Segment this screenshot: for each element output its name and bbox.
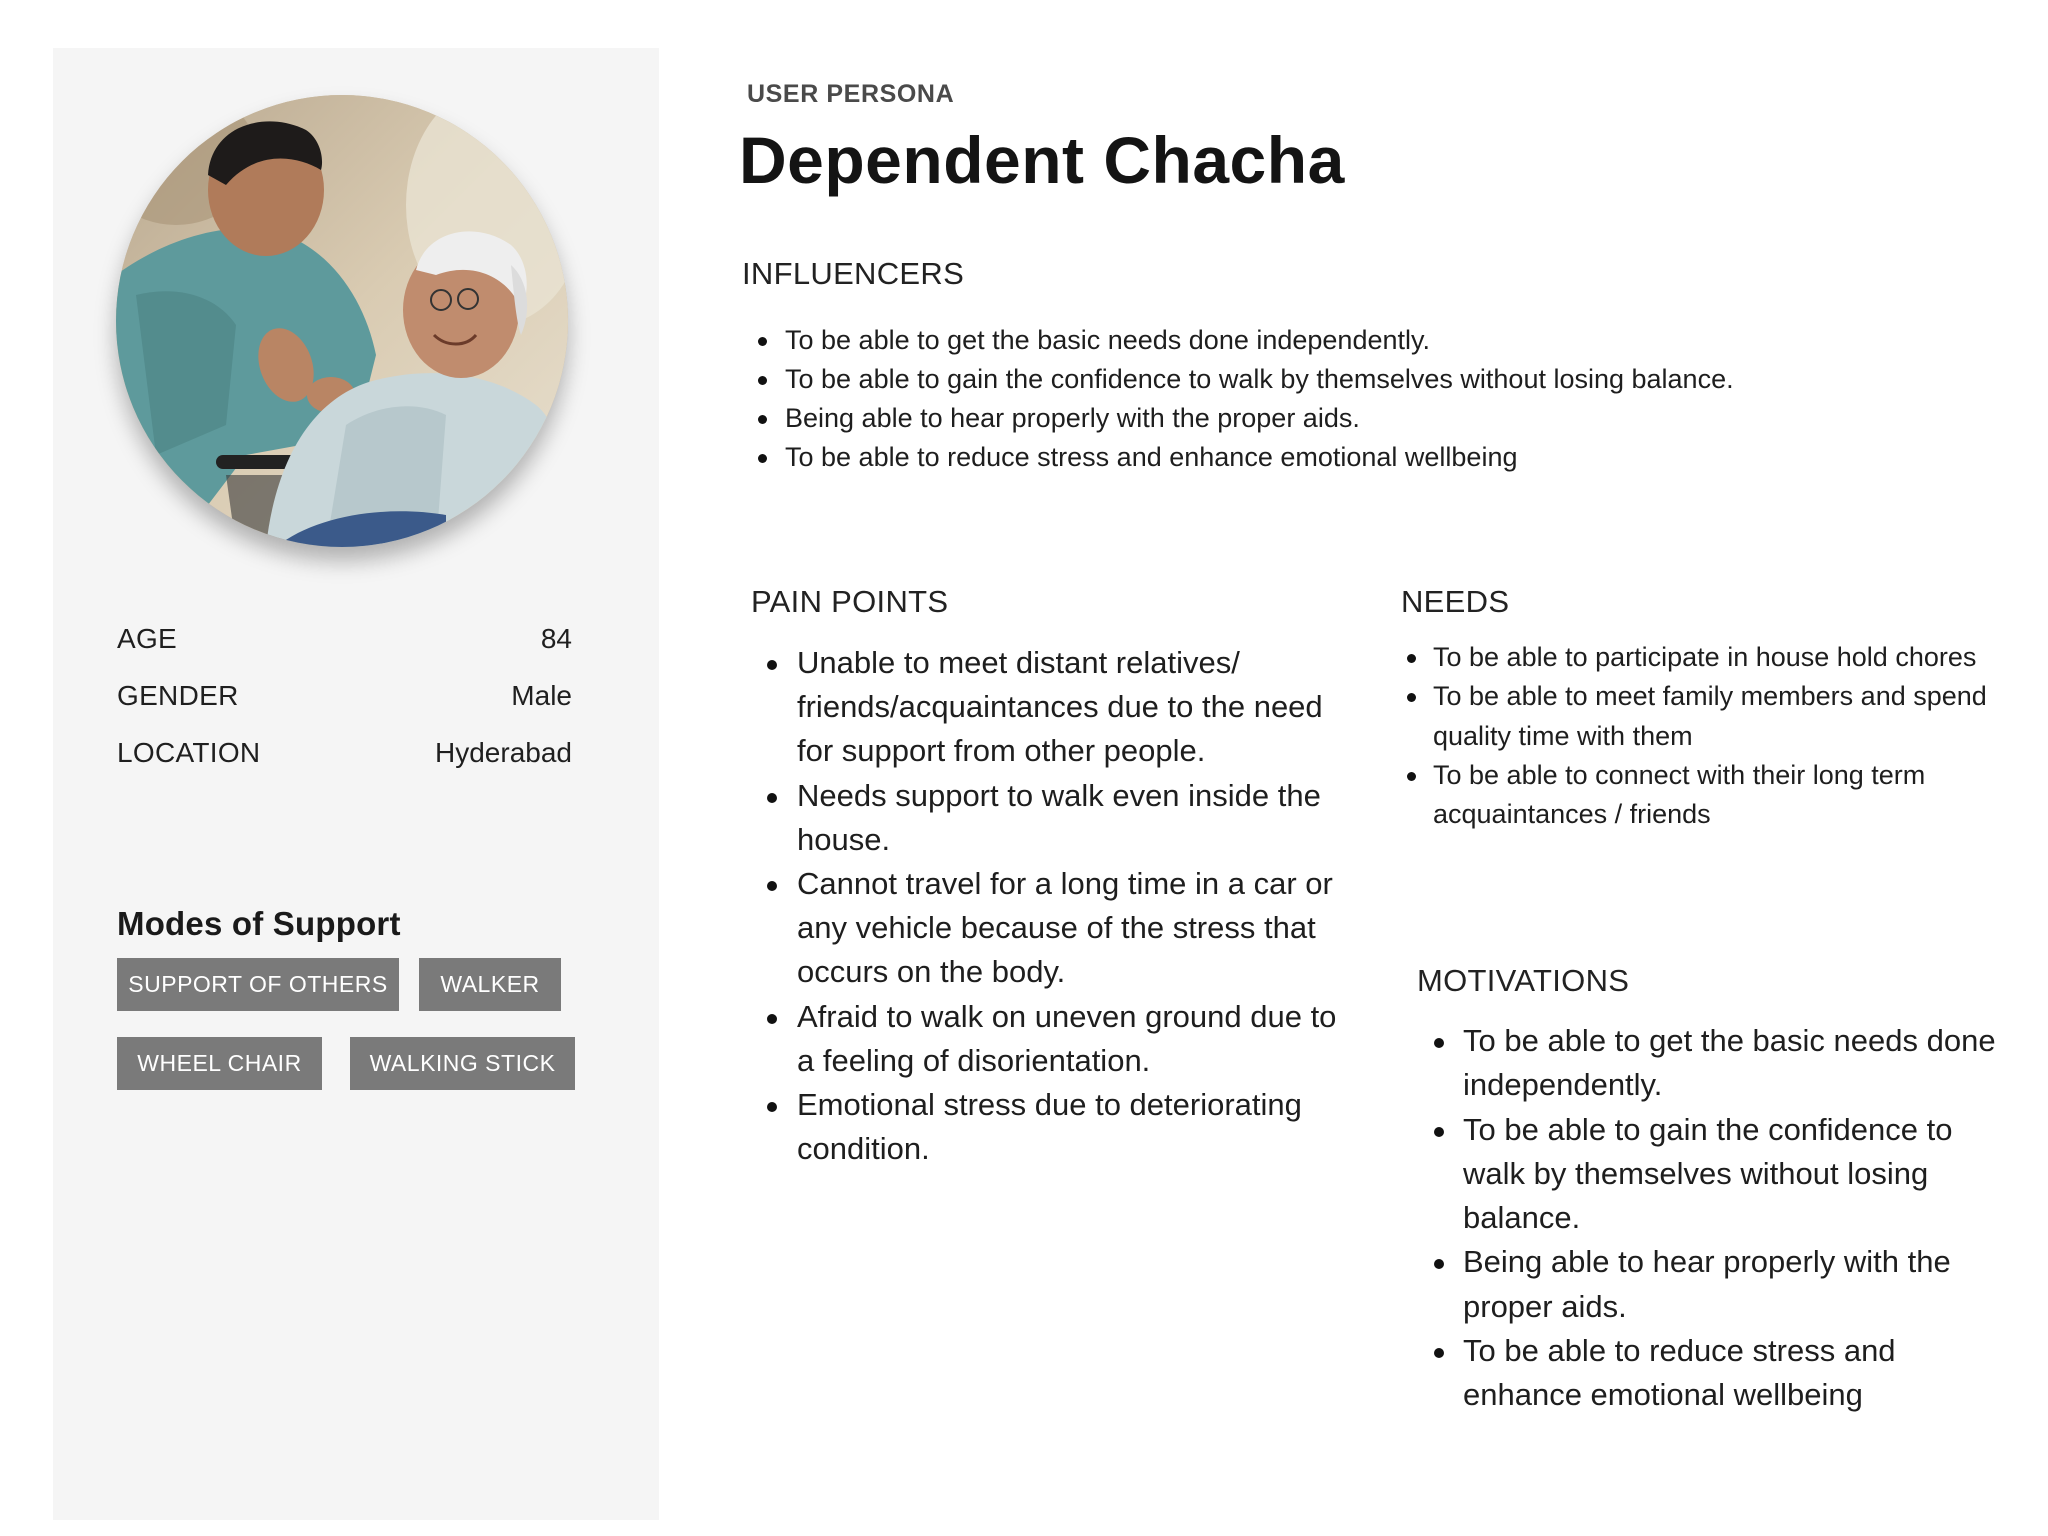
persona-title: Dependent Chacha	[739, 123, 1345, 197]
list-item: To be able to participate in house hold chores	[1407, 638, 2007, 677]
list-item: To be able to get the basic needs done independently.	[1434, 1019, 2014, 1108]
persona-eyebrow: USER PERSONA	[747, 80, 955, 108]
list-item: Cannot travel for a long time in a car or any vehicle because of the stress that occurs on the body.	[767, 862, 1352, 995]
needs-heading: NEEDS	[1401, 584, 1510, 619]
fact-value: Hyderabad	[435, 737, 572, 768]
tag-support-of-others: SUPPORT OF OTHERS	[117, 958, 399, 1011]
fact-location	[117, 737, 572, 794]
list-item: Needs support to walk even inside the house.	[767, 774, 1352, 862]
fact-value: 84	[540, 623, 572, 654]
list-item: Being able to hear properly with the proper aids.	[1434, 1240, 2014, 1329]
chip-row	[117, 1037, 617, 1090]
list-item: To be able to connect with their long term acquaintances / friends	[1407, 756, 2007, 835]
pain-points-heading: PAIN POINTS	[751, 584, 949, 619]
fact-age	[117, 623, 572, 680]
persona-photo-icon	[116, 95, 568, 547]
list-item: To be able to gain the confidence to walk by themselves without losing balance.	[758, 360, 1958, 399]
list-item: Unable to meet distant relatives/ friends/acquaintances due to the need for support from other people.	[767, 641, 1352, 774]
fact-label: GENDER	[117, 680, 239, 711]
modes-of-support-tags	[117, 958, 617, 1116]
pain-points-list	[767, 641, 1352, 1171]
tag-walking-stick: WALKING STICK	[350, 1037, 575, 1090]
fact-label: LOCATION	[117, 737, 261, 768]
list-item: Being able to hear properly with the proper aids.	[758, 399, 1958, 438]
list-item: Afraid to walk on uneven ground due to a feeling of disorientation.	[767, 995, 1352, 1083]
fact-label: AGE	[117, 623, 178, 654]
modes-of-support-heading: Modes of Support	[117, 905, 401, 942]
needs-list	[1407, 638, 2007, 834]
fact-gender	[117, 680, 572, 737]
profile-panel	[53, 48, 659, 1520]
list-item: To be able to gain the confidence to walk by themselves without losing balance.	[1434, 1108, 2014, 1241]
chip-row	[117, 958, 617, 1011]
list-item: To be able to reduce stress and enhance emotional wellbeing	[1434, 1329, 2014, 1418]
list-item: Emotional stress due to deteriorating condition.	[767, 1083, 1352, 1171]
tag-wheel-chair: WHEEL CHAIR	[117, 1037, 322, 1090]
influencers-heading: INFLUENCERS	[742, 256, 965, 291]
motivations-heading: MOTIVATIONS	[1417, 963, 1630, 998]
list-item: To be able to get the basic needs done independently.	[758, 321, 1958, 360]
motivations-list	[1434, 1019, 2014, 1418]
fact-value: Male	[511, 680, 572, 711]
tag-walker: WALKER	[419, 958, 561, 1011]
persona-facts	[117, 623, 572, 794]
influencers-list	[758, 321, 1958, 477]
list-item: To be able to meet family members and spend quality time with them	[1407, 677, 2007, 756]
list-item: To be able to reduce stress and enhance emotional wellbeing	[758, 438, 1958, 477]
